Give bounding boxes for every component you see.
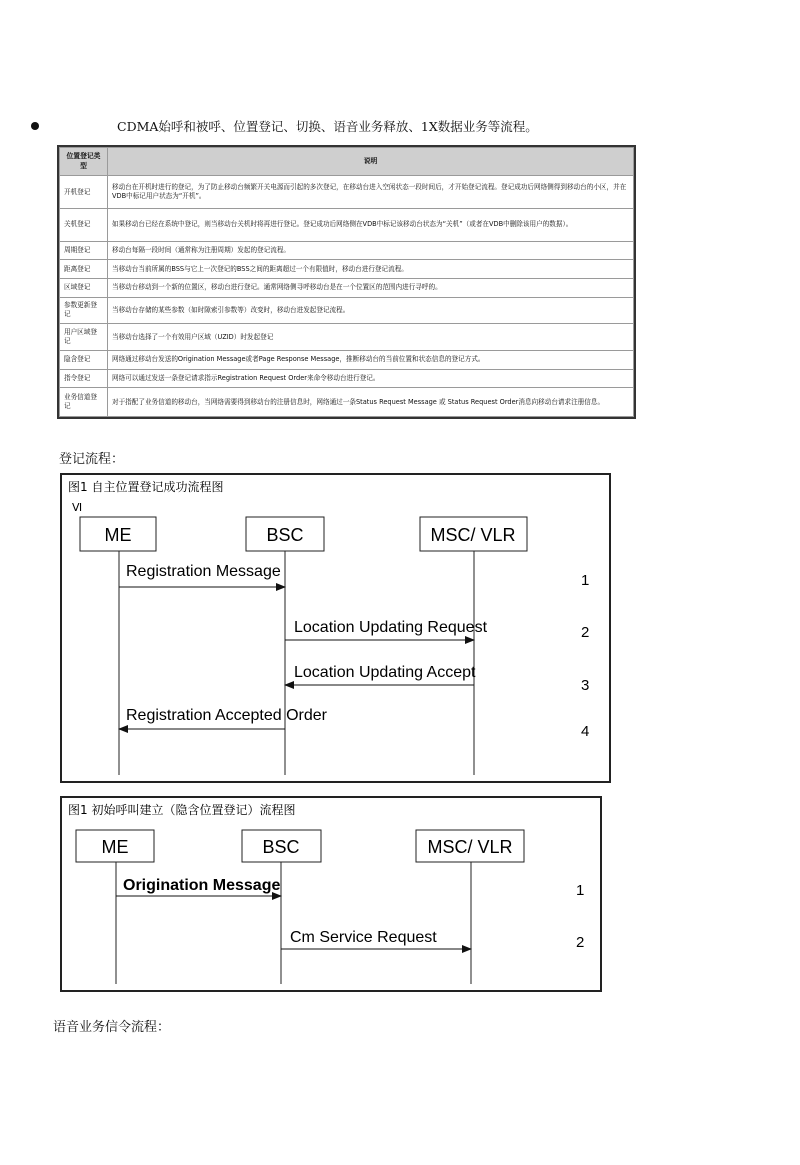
cell-type: 指令登记 bbox=[60, 369, 108, 388]
table-row bbox=[60, 208, 634, 241]
me-label: ME bbox=[104, 525, 132, 545]
step-number: 3 bbox=[581, 677, 590, 694]
message-label: Registration Accepted Order bbox=[126, 707, 327, 724]
msc-vlr-label: MSC/ VLR bbox=[430, 525, 516, 545]
voice-flow-label: 语音业务信令流程： bbox=[53, 1020, 171, 1035]
cell-type: 距离登记 bbox=[60, 260, 108, 279]
cell-desc: 当移动台存储的某些参数（如时隙索引参数等）改变时，移动台进发起登记流程。 bbox=[108, 297, 634, 324]
step-number: 2 bbox=[581, 624, 590, 641]
table-header-type: 位置登记类型 bbox=[60, 148, 108, 176]
message-label: Location Updating Accept bbox=[294, 664, 476, 681]
table-row bbox=[60, 369, 634, 388]
intro-text: CDMA始呼和被呼、位置登记、切换、语音业务释放、1X数据业务等流程。 bbox=[117, 119, 538, 134]
diagram-mark: Ⅵ bbox=[72, 501, 83, 514]
cell-desc: 移动台在开机时进行的登记，为了防止移动台频繁开关电源而引起的多次登记，在移动台进入空闲状态一段时间后，才开始登记流程。登记成功后网络侧得到移动台的小区，并在VDB中标记用户状态为“开机”。 bbox=[108, 176, 634, 209]
me-label: ME bbox=[101, 837, 129, 857]
table-header-desc: 说明 bbox=[108, 148, 634, 176]
message-label: Cm Service Request bbox=[290, 929, 437, 946]
cell-desc: 对于指配了业务信道的移动台，当网络需要得到移动台的注册信息时，网络通过一条Status Request Message 或 Status Request Order消息向移动台请求注册信息。 bbox=[108, 388, 634, 417]
table-row bbox=[60, 297, 634, 324]
cell-desc: 移动台每隔一段时间（通常称为注册周期）发起的登记流程。 bbox=[108, 241, 634, 260]
table-row bbox=[60, 241, 634, 260]
table-row bbox=[60, 278, 634, 297]
cell-desc: 当移动台移动到一个新的位置区，移动台进行登记。通常网络侧寻呼移动台是在一个位置区的范围内进行寻呼的。 bbox=[108, 278, 634, 297]
cell-type: 用户区域登记 bbox=[60, 324, 108, 351]
message-label: Origination Message bbox=[123, 877, 281, 894]
cell-desc: 网络通过移动台发送的Origination Message或者Page Response Message，推断移动台的当前位置和状态信息的登记方式。 bbox=[108, 351, 634, 370]
table-row bbox=[60, 324, 634, 351]
cell-type: 隐含登记 bbox=[60, 351, 108, 370]
table-row bbox=[60, 388, 634, 417]
cell-desc: 网络可以通过发送一条登记请求指示Registration Request Order来命令移动台进行登记。 bbox=[108, 369, 634, 388]
table-row bbox=[60, 176, 634, 209]
cell-type: 参数更新登记 bbox=[60, 297, 108, 324]
bsc-label: BSC bbox=[262, 837, 300, 857]
message-label: Location Updating Request bbox=[294, 619, 488, 636]
cell-type: 区域登记 bbox=[60, 278, 108, 297]
diagram-title: 图1 自主位置登记成功流程图 bbox=[68, 480, 224, 494]
msc-vlr-label: MSC/ VLR bbox=[427, 837, 513, 857]
cell-desc: 当移动台选择了一个有效用户区域（UZID）时发起登记 bbox=[108, 324, 634, 351]
cell-type: 开机登记 bbox=[60, 176, 108, 209]
bsc-label: BSC bbox=[266, 525, 304, 545]
message-label: Registration Message bbox=[126, 563, 281, 580]
table-row bbox=[60, 351, 634, 370]
cell-type: 业务信道登记 bbox=[60, 388, 108, 417]
table-row bbox=[60, 260, 634, 279]
step-number: 4 bbox=[581, 723, 590, 740]
step-number: 1 bbox=[581, 572, 590, 589]
diagram-title: 图1 初始呼叫建立（隐含位置登记）流程图 bbox=[68, 803, 296, 817]
cell-desc: 当移动台当前所属的BSS与它上一次登记的BSS之间的距离超过一个有限值时，移动台进行登记流程。 bbox=[108, 260, 634, 279]
bullet-icon bbox=[31, 122, 39, 130]
step-number: 1 bbox=[576, 882, 585, 899]
origination-flow-diagram bbox=[60, 796, 602, 992]
registration-types-table bbox=[57, 145, 636, 419]
step-number: 2 bbox=[576, 934, 585, 951]
registration-flow-label: 登记流程： bbox=[59, 452, 125, 467]
cell-type: 关机登记 bbox=[60, 208, 108, 241]
registration-flow-diagram bbox=[60, 473, 611, 783]
cell-desc: 如果移动台已经在系统中登记，则当移动台关机时将再进行登记。登记成功后网络侧在VDB中标记该移动台状态为“关机”（或者在VDB中删除该用户的数据）。 bbox=[108, 208, 634, 241]
cell-type: 周期登记 bbox=[60, 241, 108, 260]
